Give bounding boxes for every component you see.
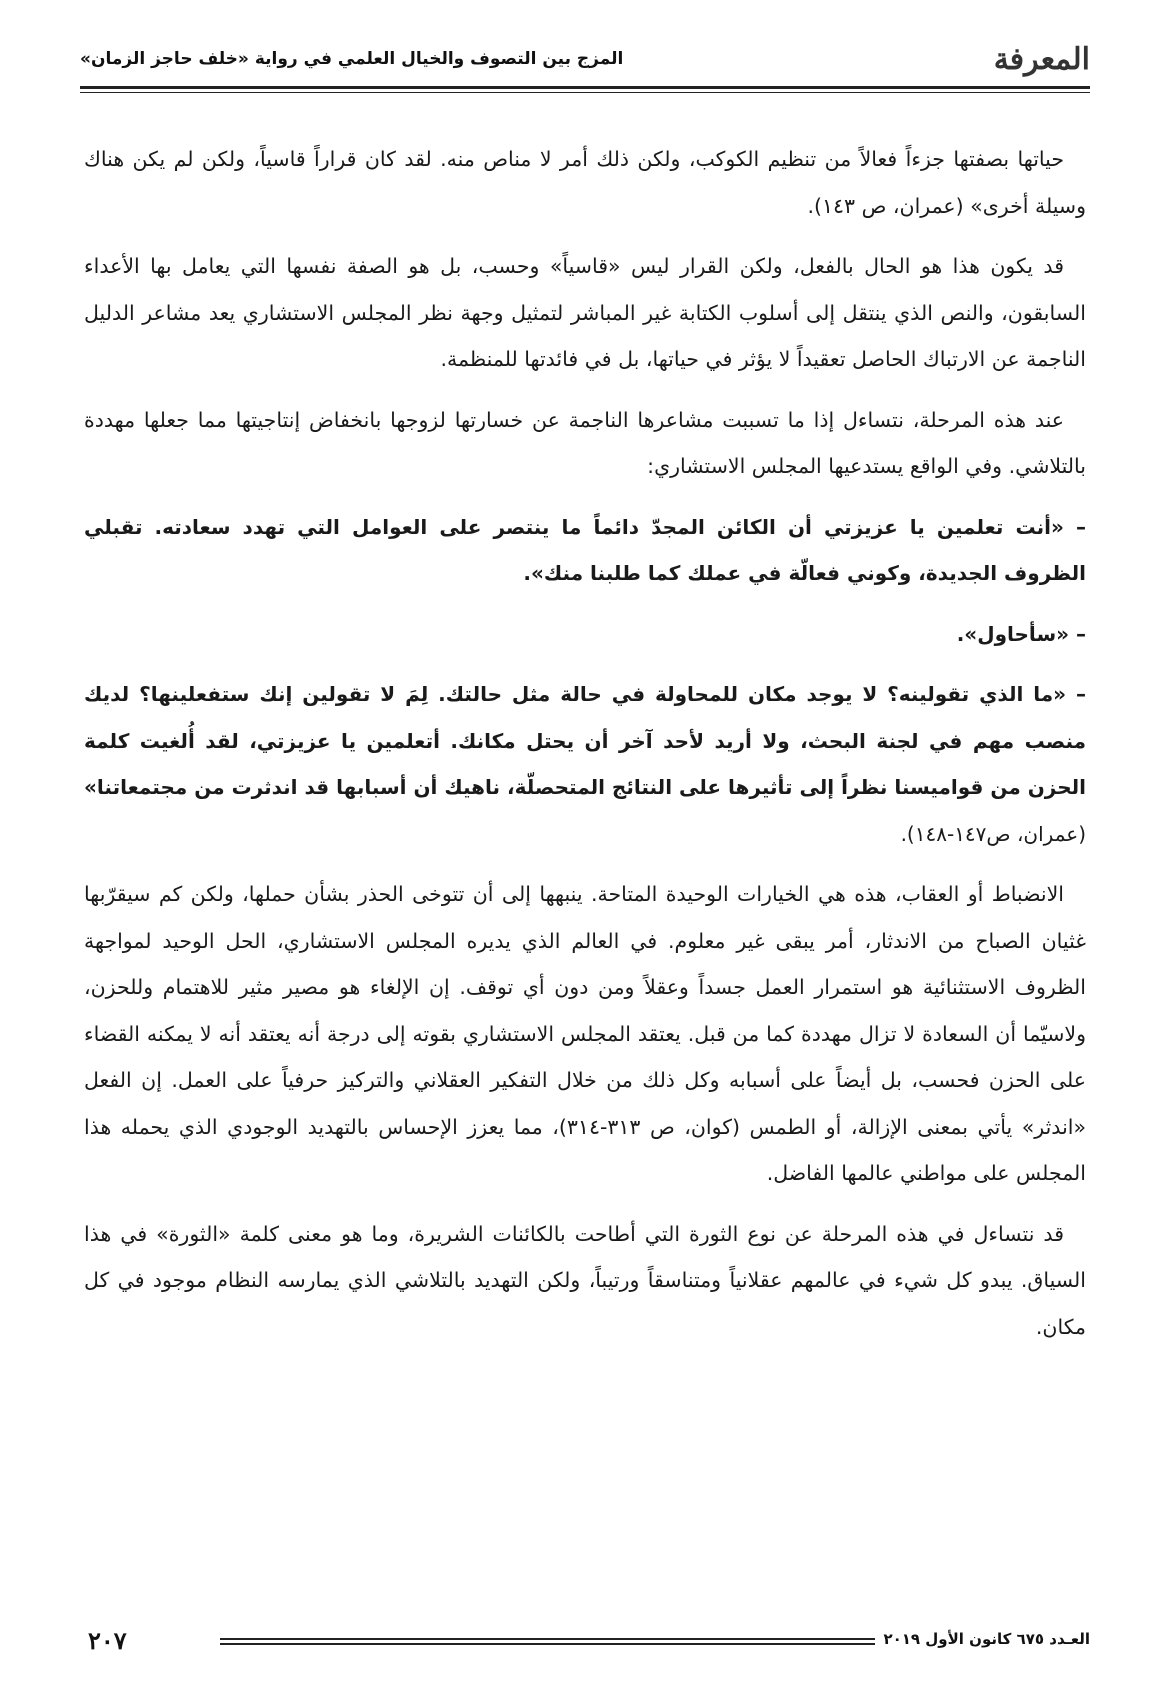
dialogue-quote-3 (84, 671, 1086, 857)
journal-logo: المعرفة (993, 41, 1090, 77)
paragraph-1: حياتها بصفتها جزءاً فعالاً من تنظيم الكوكب، ولكن ذلك أمر لا مناص منه. لقد كان قراراً قاسياً، ولكن لم يكن هناك وسيلة أخرى» (عمران، ص ١٤٣). (84, 147, 1086, 218)
footer-rule-lower (220, 1643, 875, 1645)
header-rule-thick (80, 86, 1090, 89)
article-body (84, 136, 1086, 1364)
page-header (80, 36, 1090, 82)
issue-label: العـدد ٦٧٥ كانون الأول ٢٠١٩ (883, 1630, 1090, 1648)
paragraph-3: عند هذه المرحلة، نتساءل إذا ما تسببت مشاعرها الناجمة عن خسارتها لزوجها بانخفاض إنتاجيتها مما جعلها مهددة بالتلاشي. وفي الواقع يستدعيها المجلس الاستشاري: (84, 407, 1086, 478)
page-footer (80, 1628, 1090, 1658)
dialogue-quote-3-text: – «ما الذي تقولينه؟ لا يوجد مكان للمحاولة في حالة مثل حالتك. لِمَ لا تقولين إنك ستفعلينها؟ لديك منصب مهم في لجنة البحث، ولا أريد لأحد آخر أن يحتل مكانك. أتعلمين يا عزيزتي، لقد أُلغيت كلمة الحزن من قواميسنا نظراً إلى تأثيرها على النتائج المتحصلّة، ناهيك أن أسبابها قد اندثرت من مجتمعاتنا» (83, 682, 1086, 799)
header-rule-thin (80, 92, 1090, 93)
page-number: ٢٠٧ (88, 1626, 127, 1655)
paragraph-2: قد يكون هذا هو الحال بالفعل، ولكن القرار ليس «قاسياً» وحسب، بل هو الصفة نفسها التي يعامل بها الأعداء السابقون، والنص الذي ينتقل إلى أسلوب الكتابة غير المباشر لتمثيل وجهة نظر المجلس الاستشاري يعد مشاعر الدليل الناجمة عن الارتباك الحاصل تعقيداً لا يؤثر في حياتها، بل في فائدتها للمنظمة. (84, 254, 1086, 371)
running-title: المزج بين التصوف والخيال العلمي في رواية «خلف حاجز الزمان» (80, 49, 624, 69)
footer-rule-upper (220, 1638, 875, 1640)
paragraph-4: الانضباط أو العقاب، هذه هي الخيارات الوحيدة المتاحة. ينبهها إلى أن تتوخى الحذر بشأن حملها، ولكن كم سيقرّبها غثيان الصباح من الاندثار، أمر يبقى غير معلوم. في العالم الذي يديره المجلس الاستشاري، الحل الوحيد لمواجهة الظروف الاستثنائية هو استمرار العمل جسداً وعقلاً ومن دون أي توقف. إن الإلغاء هو مصير مثير للاهتمام وللحزن، ولاسيّما أن السعادة لا تزال مهددة كما من قبل. يعتقد المجلس الاستشاري بقوته إلى درجة أنه يعتقد أنه لا يمكنه القضاء على الحزن فحسب، بل أيضاً على أسبابه وكل ذلك من خلال التفكير العقلاني والتركيز حرفياً على العمل. إن الفعل «اندثر» يأتي بمعنى الإزالة، أو الطمس (كوان، ص ٣١٣-٣١٤)، مما يعزز الإحساس بالتهديد الوجودي الذي يحمله هذا المجلس على مواطني عالمها الفاضل. (84, 882, 1087, 1185)
dialogue-quote-2: – «سأحاول». (956, 621, 1086, 646)
quote-3-citation: (عمران، ص١٤٧-١٤٨). (900, 821, 1086, 846)
paragraph-5: قد نتساءل في هذه المرحلة عن نوع الثورة التي أطاحت بالكائنات الشريرة، وما هو معنى كلمة «الثورة» في هذا السياق. يبدو كل شيء في عالمهم عقلانياً ومتناسقاً ورتيباً، ولكن التهديد بالتلاشي الذي يمارسه النظام موجود في كل مكان. (84, 1221, 1086, 1339)
dialogue-quote-1: – «أنت تعلمين يا عزيزتي أن الكائن المجدّ دائماً ما ينتصر على العوامل التي تهدد سعادته. تقبلي الظروف الجديدة، وكوني فعالّة في عملك كما طلبنا منك». (84, 514, 1086, 585)
